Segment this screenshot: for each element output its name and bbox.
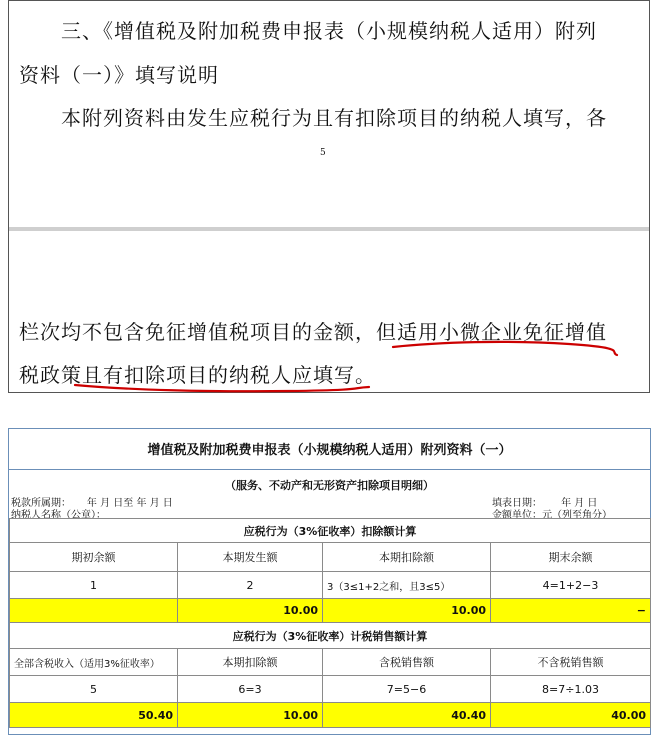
form-table-screenshot	[8, 428, 651, 735]
column-number: 8=7÷1.03	[491, 676, 651, 703]
column-number: 6=3	[178, 676, 323, 703]
doc-heading-line-2: 资料（一）》填写说明	[19, 63, 219, 87]
deduction-table	[9, 518, 651, 728]
header-cell: 期末余额	[491, 543, 651, 572]
section1-title: 应税行为（3%征收率）扣除额计算	[10, 519, 651, 543]
header-cell: 不含税销售额	[491, 649, 651, 676]
column-number: 7=5−6	[323, 676, 491, 703]
section1-title-row	[10, 519, 651, 543]
taxpayer-label: 纳税人名称（公章）：	[11, 510, 106, 521]
value-cell[interactable]: 40.40	[323, 703, 491, 728]
fill-date: 填表日期： 年 月 日	[492, 498, 598, 509]
page-break	[9, 227, 649, 231]
page-number: 5	[320, 148, 326, 158]
section1-value-row	[10, 599, 651, 623]
column-number: 1	[10, 572, 178, 599]
period-label: 税款所属期： 年 月 日至 年 月 日	[11, 498, 173, 509]
section2-title-row	[10, 623, 651, 649]
header-cell: 本期扣除额	[178, 649, 323, 676]
doc-paragraph-line-3: 税政策且有扣除项目的纳税人应填写。	[19, 363, 376, 387]
value-cell[interactable]: 10.00	[323, 599, 491, 623]
column-number: 2	[178, 572, 323, 599]
header-cell: 本期扣除额	[323, 543, 491, 572]
table-subtitle: （服务、不动产和无形资产扣除项目明细）	[225, 479, 434, 492]
header-cell: 含税销售额	[323, 649, 491, 676]
section2-number-row	[10, 676, 651, 703]
section1-header-row	[10, 543, 651, 572]
doc-heading-line-1: 三、《增值税及附加税费申报表（小规模纳税人适用）附列	[61, 19, 597, 43]
value-cell[interactable]: 10.00	[178, 599, 323, 623]
header-cell: 全部含税收入（适用3%征收率）	[10, 649, 178, 676]
column-number: 3（3≤1+2之和，且3≤5）	[323, 572, 491, 599]
section2-header-row	[10, 649, 651, 676]
table-title: 增值税及附加税费申报表（小规模纳税人适用）附列资料（一）	[147, 443, 512, 458]
section2-value-row	[10, 703, 651, 728]
header-cell: 期初余额	[10, 543, 178, 572]
header-cell: 本期发生额	[178, 543, 323, 572]
column-number: 5	[10, 676, 178, 703]
document-excerpt	[8, 0, 650, 393]
value-cell[interactable]: 40.00	[491, 703, 651, 728]
section2-title: 应税行为（3%征收率）计税销售额计算	[10, 623, 651, 649]
value-cell[interactable]: −	[491, 599, 651, 623]
doc-paragraph-line-1: 本附列资料由发生应税行为且有扣除项目的纳税人填写，各	[61, 106, 607, 130]
doc-paragraph-line-2: 栏次均不包含免征增值税项目的金额，但适用小微企业免征增值	[19, 320, 607, 344]
value-cell[interactable]: 10.00	[178, 703, 323, 728]
unit-label: 金额单位：元（列至角分）	[492, 510, 612, 521]
column-number: 4=1+2−3	[491, 572, 651, 599]
value-cell[interactable]	[10, 599, 178, 623]
divider	[9, 469, 650, 470]
section1-number-row	[10, 572, 651, 599]
value-cell[interactable]: 50.40	[10, 703, 178, 728]
